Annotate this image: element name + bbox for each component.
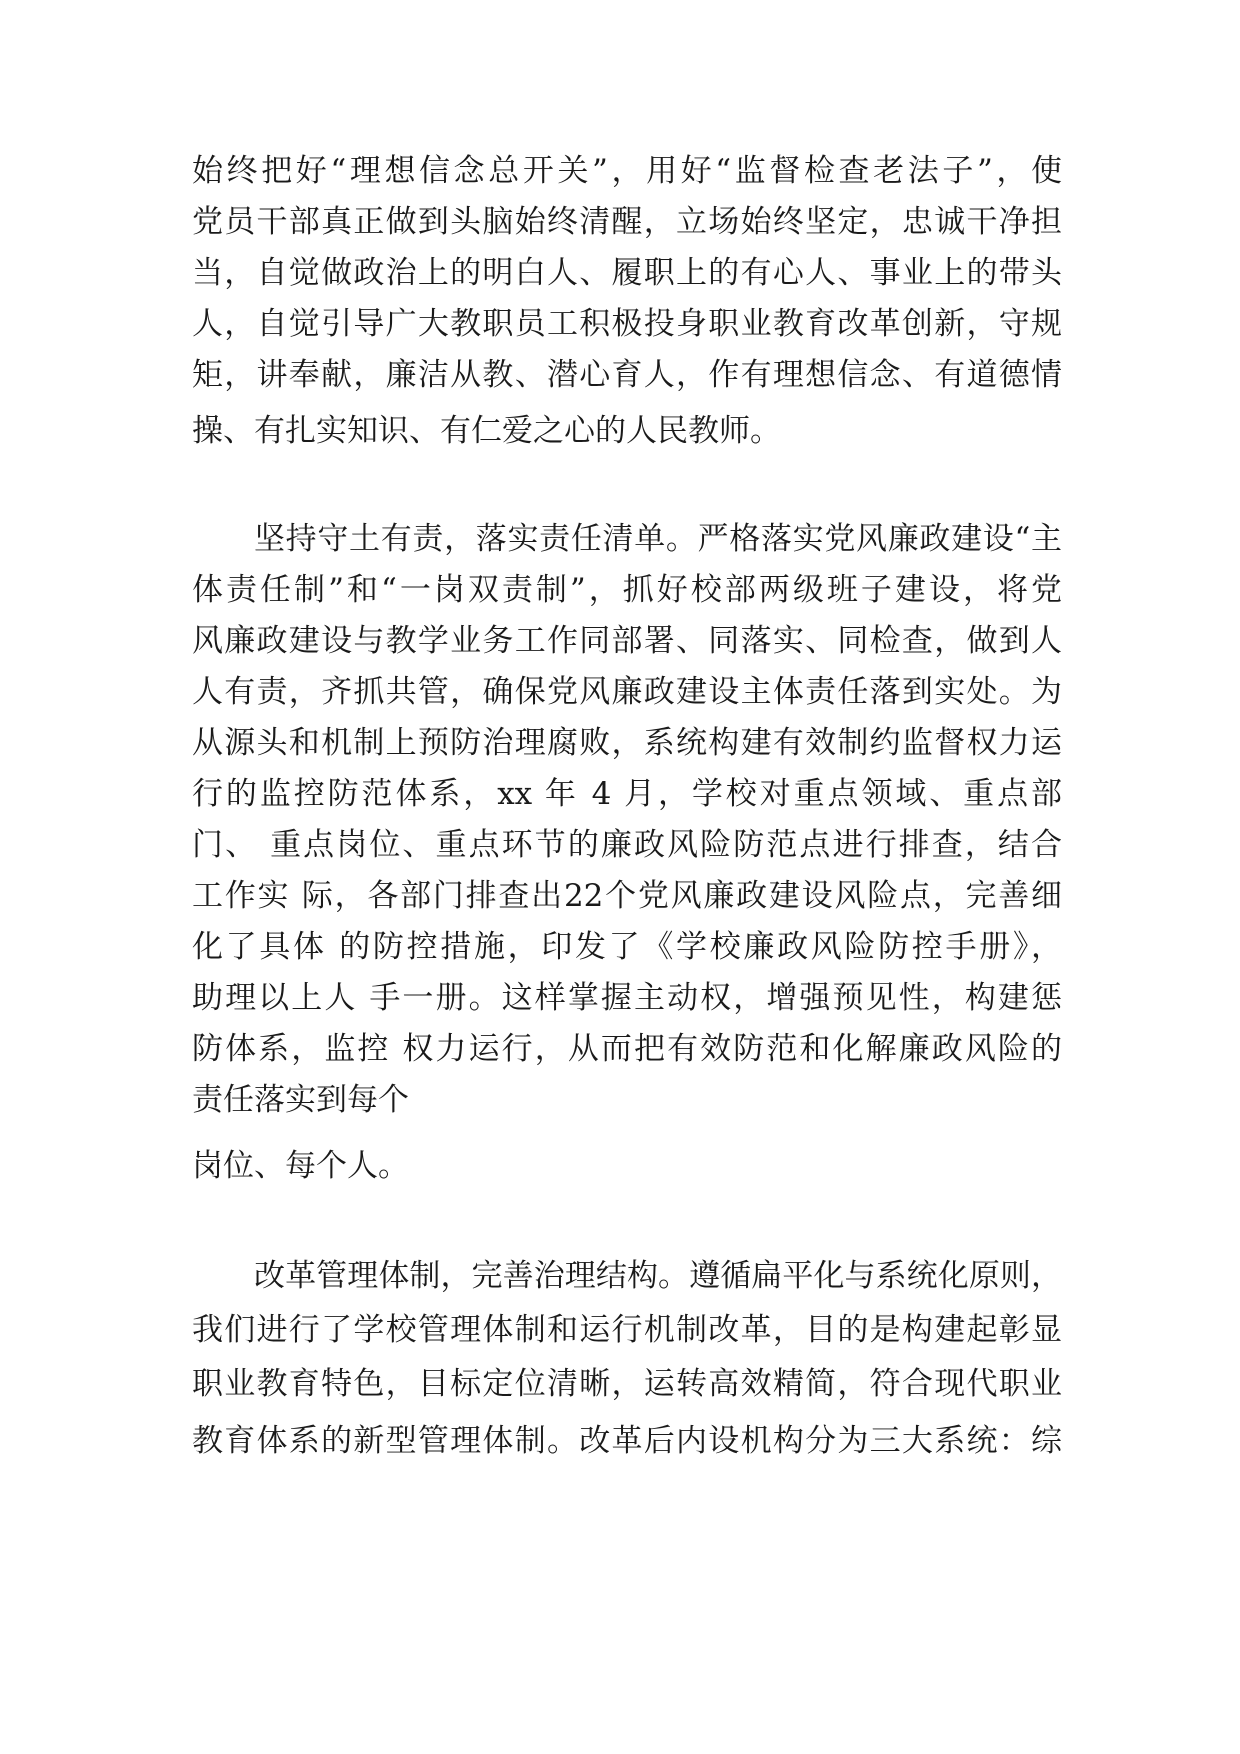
paragraph-2-line-11: 防体系，监控 权力运行，从而把有效防范和化解廉政风险的 [192, 1031, 1062, 1067]
paragraph-1-line-1: 始终把好“理想信念总开关”，用好“监督检查老法子”，使 [192, 153, 1062, 189]
paragraph-2-line-13: 岗位、每个人。 [192, 1148, 409, 1184]
paragraph-2-line-4: 人有责，齐抓共管，确保党风廉政建设主体责任落到实处。为 [192, 674, 1062, 710]
paragraph-2-line-8: 工作实 际，各部门排查出22个党风廉政建设风险点，完善细 [192, 878, 1062, 914]
paragraph-2-line-9: 化了具体 的防控措施，印发了《学校廉政风险防控手册》， [192, 929, 1062, 965]
paragraph-2-line-3: 风廉政建设与教学业务工作同部署、同落实、同检查，做到人 [192, 623, 1062, 659]
paragraph-2-line-1: 坚持守土有责，落实责任清单。严格落实党风廉政建设“主 [254, 521, 1062, 557]
paragraph-3-line-2: 我们进行了学校管理体制和运行机制改革，目的是构建起彰显 [192, 1312, 1062, 1348]
paragraph-3-line-3: 职业教育特色，目标定位清晰，运转高效精简，符合现代职业 [192, 1366, 1062, 1402]
paragraph-2-line-7: 门、 重点岗位、重点环节的廉政风险防范点进行排查，结合 [192, 827, 1062, 863]
paragraph-2-line-12: 责任落实到每个 [192, 1082, 409, 1118]
paragraph-2-line-10: 助理以上人 手一册。这样掌握主动权，增强预见性，构建惩 [192, 980, 1062, 1016]
paragraph-1-line-4: 人，自觉引导广大教职员工积极投身职业教育改革创新，守规 [192, 306, 1062, 342]
paragraph-1-line-6: 操、有扎实知识、有仁爱之心的人民教师。 [192, 413, 781, 449]
paragraph-3-line-4: 教育体系的新型管理体制。改革后内设机构分为三大系统：综 [192, 1423, 1062, 1459]
paragraph-2-line-5: 从源头和机制上预防治理腐败，系统构建有效制约监督权力运 [192, 725, 1062, 761]
paragraph-1-line-3: 当，自觉做政治上的明白人、履职上的有心人、事业上的带头 [192, 255, 1062, 291]
paragraph-3-line-1: 改革管理体制，完善治理结构。遵循扁平化与系统化原则， [254, 1258, 1062, 1294]
paragraph-2-line-6: 行的监控防范体系，xx 年 4 月，学校对重点领域、重点部 [192, 776, 1062, 812]
paragraph-1-line-2: 党员干部真正做到头脑始终清醒，立场始终坚定，忠诚干净担 [192, 204, 1062, 240]
paragraph-1-line-5: 矩，讲奉献，廉洁从教、潜心育人，作有理想信念、有道德情 [192, 357, 1062, 393]
paragraph-2-line-2: 体责任制”和“一岗双责制”，抓好校部两级班子建设，将党 [192, 572, 1062, 608]
